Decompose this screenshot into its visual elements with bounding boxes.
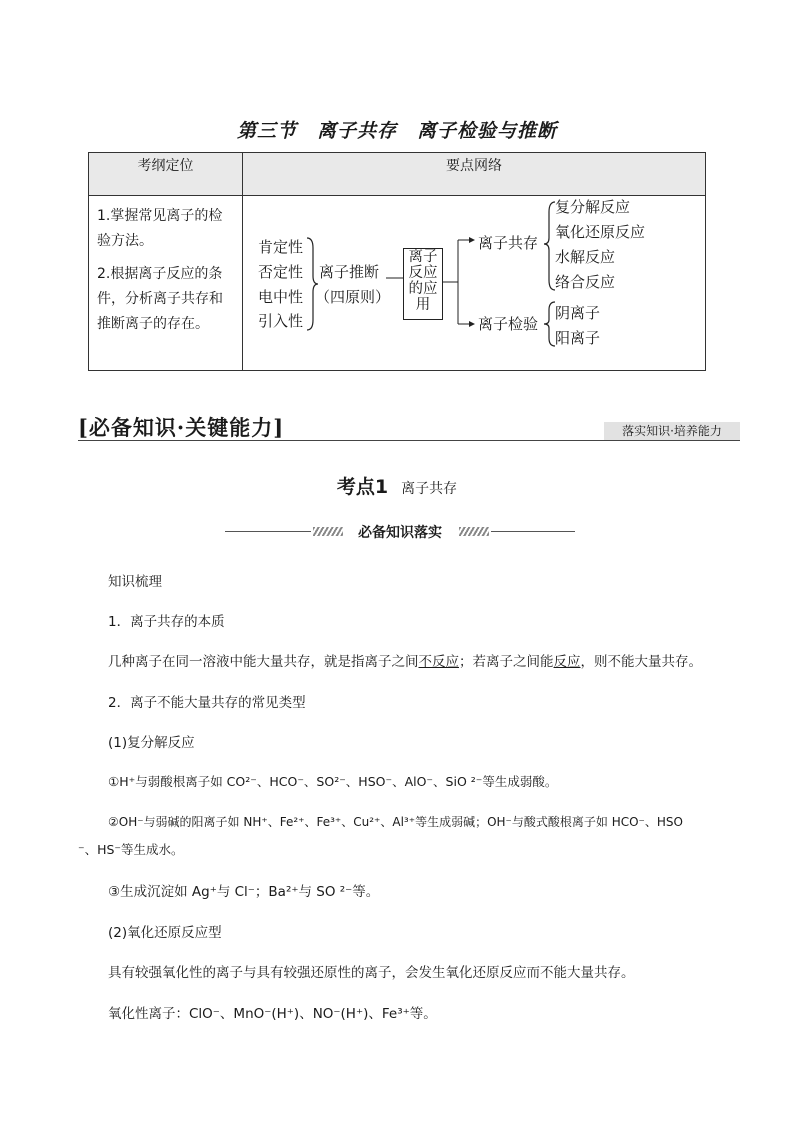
network-cell (243, 196, 706, 371)
inference-sub: （四原则） (315, 288, 391, 306)
apply-line-4: 用 (415, 297, 431, 313)
kaodian-heading (0, 472, 794, 499)
type-3: 水解反应 (555, 248, 616, 266)
outline-table (88, 152, 706, 371)
para-2: 1．离子共存的本质 (108, 614, 225, 630)
connector-line (386, 276, 404, 280)
kaodian-label: 考点1 (336, 476, 389, 498)
para-3-a: 几种离子在同一溶液中能大量共存，就是指离子之间 (108, 654, 419, 670)
col-header-goals: 考纲定位 (89, 153, 243, 196)
goal-2: 2.根据离子反应的条件，分析离子共存和推断离子的存在。 (97, 266, 223, 332)
para-3-b: ；若离子之间能 (459, 654, 554, 670)
para-1: 知识梳理 (108, 574, 162, 590)
apply-line-1: 离子 (408, 249, 438, 265)
para-7a: ②OH⁻与弱碱的阳离子如 NH⁺、Fe²⁺、Fe³⁺、Cu²⁺、Al³⁺等生成弱碱；OH⁻与酸式酸根离子如 HCO⁻、HSO (108, 815, 683, 829)
principle-1: 肯定性 (258, 238, 304, 256)
application-box (403, 248, 443, 320)
apply-line-3: 的应 (408, 281, 438, 297)
para-3-c: ，则不能大量共存。 (580, 654, 702, 670)
kaodian-topic: 离子共存 (401, 481, 458, 497)
para-11: 氧化性离子：ClO⁻、MnO⁻(H⁺)、NO⁻(H⁺)、Fe³⁺等。 (108, 1006, 437, 1022)
section-rule (78, 440, 740, 441)
para-5: (1)复分解反应 (108, 735, 195, 751)
type-4: 络合反应 (555, 273, 616, 291)
principle-3: 电中性 (258, 288, 304, 306)
knowledge-divider (225, 522, 575, 542)
col-header-network: 要点网络 (243, 153, 706, 196)
section-heading: [必备知识·关键能力] (78, 415, 285, 440)
para-9: (2)氧化还原反应型 (108, 925, 222, 941)
principle-2: 否定性 (258, 263, 304, 281)
principle-4: 引入性 (258, 312, 304, 330)
detect-label: 离子检验 (478, 315, 539, 333)
inference-label: 离子推断 (319, 263, 380, 281)
para-3-underline-1: 不反应 (418, 654, 459, 670)
detect-type-2: 阳离子 (555, 329, 601, 347)
coexist-label: 离子共存 (478, 234, 539, 252)
para-8: ③生成沉淀如 Ag⁺与 Cl⁻；Ba²⁺与 SO ²⁻等。 (108, 884, 380, 900)
section-tag: 落实知识·培养能力 (604, 422, 740, 440)
split-arrows (442, 236, 478, 328)
para-3 (108, 650, 702, 670)
goal-1: 1.掌握常见离子的检验方法。 (97, 208, 223, 249)
type-2: 氧化还原反应 (555, 223, 646, 241)
principles-brace (305, 236, 319, 332)
para-3-underline-2: 反应 (553, 654, 581, 670)
divider-label: 必备知识落实 (358, 525, 442, 541)
para-6: ①H⁺与弱酸根离子如 CO²⁻、HCO⁻、SO²⁻、HSO⁻、AlO⁻、SiO ²⁻等生成弱酸。 (108, 774, 558, 789)
para-4: 2．离子不能大量共存的常见类型 (108, 695, 306, 711)
type-1: 复分解反应 (555, 198, 631, 216)
apply-line-2: 反应 (408, 265, 438, 281)
para-10: 具有较强氧化性的离子与具有较强还原性的离子，会发生氧化还原反应而不能大量共存。 (108, 965, 635, 981)
goals-cell (89, 196, 243, 371)
detect-type-1: 阴离子 (555, 304, 601, 322)
para-7b: ⁻、HS⁻等生成水。 (78, 842, 184, 857)
page-title: 第三节 离子共存 离子检验与推断 (236, 120, 557, 142)
